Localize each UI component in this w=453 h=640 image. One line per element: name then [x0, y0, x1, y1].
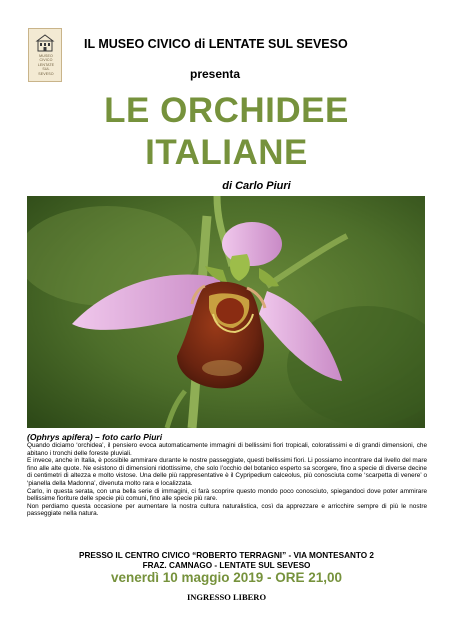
presenta-label: presenta: [190, 67, 241, 81]
body-paragraph: Non perdiamo questa occasione per aumentare la nostra cultura naturalistica, così da apprezzare e arricchire sempre di più le nostre passeggiate nella natura.: [27, 502, 427, 518]
logo-text: MUSEO CIVICO LENTATE SUL SEVESO: [37, 54, 55, 76]
body-paragraph: Carlo, in questa serata, con una bella serie di immagini, ci farà scoprire questo mondo poco conosciuto, spiegandoci dove poter ammirare bellissime fioriture delle specie più comuni, fino alle specie più rare.: [27, 487, 427, 503]
orchid-photo: [27, 196, 425, 428]
body-text: [27, 442, 427, 518]
venue-line-1: PRESSO IL CENTRO CIVICO “ROBERTO TERRAGNI” - VIA MONTESANTO 2: [79, 551, 374, 560]
entry-free: INGRESSO LIBERO: [186, 592, 267, 602]
venue-line-2: FRAZ. CAMNAGO - LENTATE SUL SEVESO: [142, 561, 311, 570]
museum-logo: [28, 28, 62, 82]
body-paragraph: E invece, anche in Italia, è possibile ammirare durante le nostre passeggiate, questi bellissimi fiori. Li possiamo incontrare dal livello del mare fino alle alte quote. Ne esistono di dimensioni ridottissime, che solo l’occhio del botanico esperto sa scorgere, fino a specie di diverse decine di centimetri di altezza e molto vistose. Una delle più rappresentative è il Cypripedium calceolus, più conosciuta come ‘scarpetta di venere’ o ‘pianella della Madonna’, divenuta molto rara e localizzata.: [27, 457, 427, 487]
museum-building-icon: [35, 34, 55, 52]
caption-species: (Ophrys apifera): [27, 432, 93, 442]
photo-caption: [27, 432, 162, 442]
title-line-2: ITALIANE: [145, 133, 308, 172]
caption-credit: – foto carlo Piuri: [92, 432, 163, 442]
museum-heading: IL MUSEO CIVICO di LENTATE SUL SEVESO: [84, 37, 348, 51]
author-line: di Carlo Piuri: [222, 180, 291, 192]
title-line-1: LE ORCHIDEE: [104, 91, 349, 130]
body-paragraph: Quando diciamo ‘orchidea’, il pensiero evoca automaticamente immagini di bellissimi fiori tropicali, coloratissimi e di grandi dimensioni, che abitano i tronchi delle foreste pluviali.: [27, 442, 427, 457]
event-date: venerdì 10 maggio 2019 - ORE 21,00: [110, 570, 343, 585]
